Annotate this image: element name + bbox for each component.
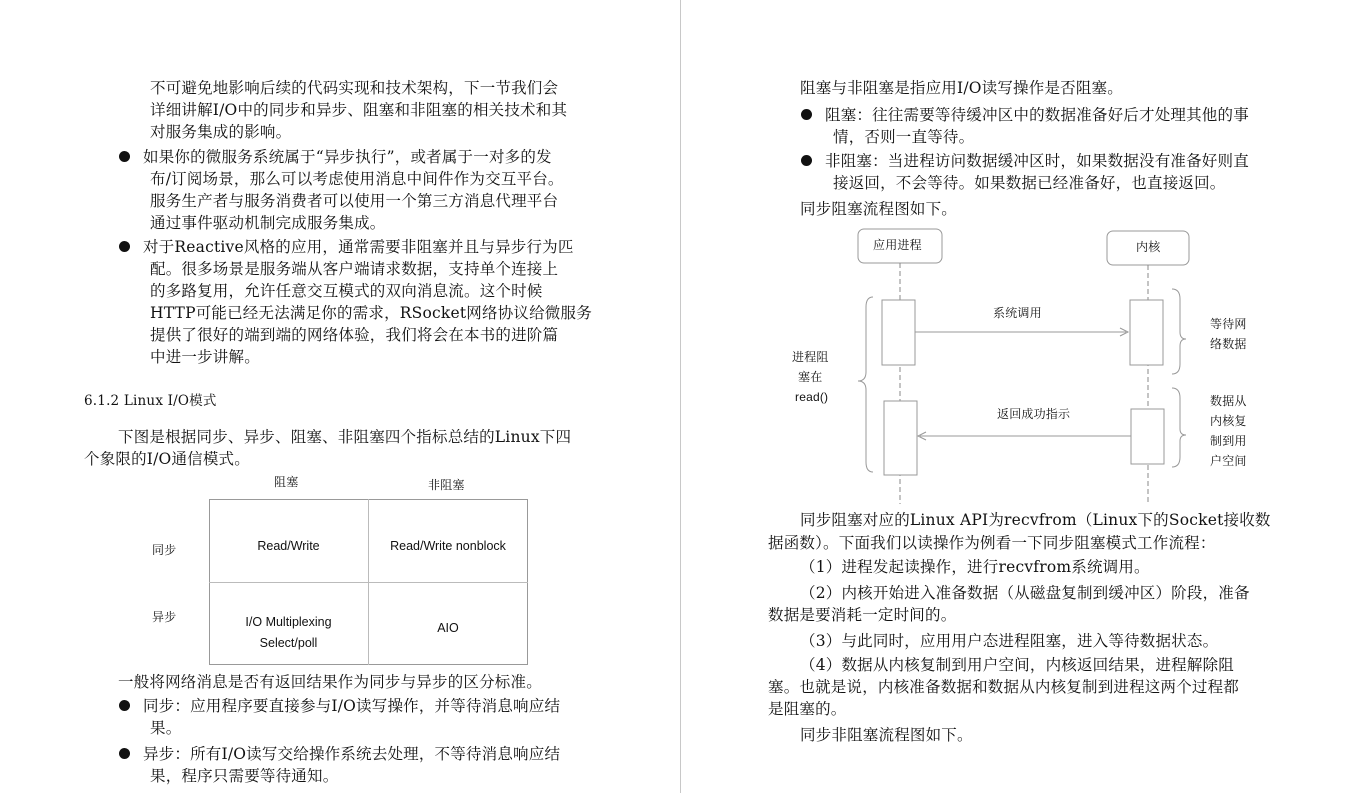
bullet-line: 接返回，不会等待。如果数据已经准备好，也直接返回。 — [833, 174, 1226, 192]
kernel-activation-2 — [1131, 409, 1164, 464]
copy-brace — [1172, 388, 1186, 467]
copy-label-line4: 户空间 — [1210, 454, 1247, 468]
bullet-dot — [119, 700, 130, 711]
step-line: 数据是要消耗一定时间的。 — [768, 606, 957, 624]
wait-label-line2: 络数据 — [1210, 337, 1247, 351]
bullet-line: 情，否则一直等待。 — [833, 128, 975, 146]
copy-label-line3: 制到用 — [1210, 434, 1247, 448]
paragraph-line: 据函数）。下面我们以读操作为例看一下同步阻塞模式工作流程： — [768, 534, 1216, 552]
bullet-line: 通过事件驱动机制完成服务集成。 — [150, 214, 386, 232]
bullet-line: HTTP可能已经无法满足你的需求，RSocket网络协议给微服务 — [150, 304, 592, 322]
paragraph-line: 阻塞与非阻塞是指应用I/O读写操作是否阻塞。 — [800, 79, 1123, 97]
step-line: （3）与此同时，应用用户态进程阻塞，进入等待数据状态。 — [800, 632, 1219, 650]
cell-sync-nonblock: Read/Write nonblock — [390, 539, 506, 553]
bullet-line: 阻塞：往往需要等待缓冲区中的数据准备好后才处理其他的事 — [825, 106, 1249, 124]
row-header-async: 异步 — [152, 610, 177, 624]
bullet-line: 果，程序只需要等待通知。 — [150, 767, 339, 785]
step-line: 是阻塞的。 — [768, 700, 847, 718]
bullet-line: 提供了很好的端到端的网络体验，我们将会在本书的进阶篇 — [150, 326, 559, 344]
blocked-brace — [858, 297, 873, 472]
cell-async-nonblock: AIO — [437, 621, 459, 635]
bullet-line: 如果你的微服务系统属于“异步执行”，或者属于一对多的发 — [143, 148, 552, 166]
blocking-io-diagram — [780, 222, 1280, 507]
blocked-label-line2: 塞在 — [798, 370, 823, 384]
bullet-line: 布/订阅场景，那么可以考虑使用消息中间件作为交互平台。 — [150, 170, 564, 188]
bullet-line: 异步：所有I/O读写交给操作系统去处理，不等待消息响应结 — [143, 745, 561, 763]
step-line: （1）进程发起读操作，进行recvfrom系统调用。 — [800, 558, 1150, 576]
cell-async-block-line2: Select/poll — [259, 636, 318, 650]
paragraph-line: 下图是根据同步、异步、阻塞、非阻塞四个指标总结的Linux下四 — [118, 428, 572, 446]
bullet-line: 对于Reactive风格的应用，通常需要非阻塞并且与异步行为匹 — [143, 238, 574, 256]
table-divider-horizontal — [209, 582, 528, 583]
app-activation-2 — [884, 401, 917, 475]
step-line: （2）内核开始进入准备数据（从磁盘复制到缓冲区）阶段，准备 — [800, 584, 1250, 602]
bullet-line: 服务生产者与服务消费者可以使用一个第三方消息代理平台 — [150, 192, 559, 210]
cell-sync-block: Read/Write — [257, 539, 320, 553]
row-header-sync: 同步 — [152, 543, 177, 557]
page-divider — [680, 0, 681, 793]
paragraph-line: 个象限的I/O通信模式。 — [84, 450, 250, 468]
column-header-block: 阻塞 — [274, 475, 299, 489]
bullet-dot — [119, 241, 130, 252]
blocked-label-line1: 进程阻 — [792, 350, 829, 364]
bullet-line: 配。很多场景是服务端从客户端请求数据，支持单个连接上 — [150, 260, 559, 278]
paragraph-line: 同步阻塞流程图如下。 — [800, 200, 958, 218]
column-header-nonblock: 非阻塞 — [428, 478, 465, 492]
step-line: 塞。也就是说，内核准备数据和数据从内核复制到进程这两个过程都 — [768, 678, 1240, 696]
paragraph-line: 一般将网络消息是否有返回结果作为同步与异步的区分标准。 — [118, 673, 542, 691]
bullet-dot — [801, 155, 812, 166]
wait-label-line1: 等待网 — [1210, 317, 1247, 331]
copy-label-line2: 内核复 — [1210, 414, 1247, 428]
blocked-label-line3: read() — [795, 390, 829, 404]
syscall-label: 系统调用 — [993, 306, 1042, 320]
app-activation-1 — [882, 300, 915, 365]
return-success-label: 返回成功指示 — [997, 407, 1071, 421]
paragraph-line: 同步非阻塞流程图如下。 — [800, 726, 973, 744]
section-heading: 6.1.2 Linux I/O模式 — [84, 393, 217, 409]
app-process-label: 应用进程 — [873, 238, 922, 252]
bullet-line: 同步：应用程序要直接参与I/O读写操作，并等待消息响应结 — [143, 697, 561, 715]
cell-async-block-line1: I/O Multiplexing — [245, 615, 332, 629]
paragraph-line: 不可避免地影响后续的代码实现和技术架构，下一节我们会 — [150, 79, 559, 97]
bullet-line: 中进一步讲解。 — [150, 348, 260, 366]
paragraph-line: 对服务集成的影响。 — [150, 123, 292, 141]
kernel-label: 内核 — [1136, 240, 1161, 254]
bullet-line: 的多路复用，允许任意交互模式的双向消息流。这个时候 — [150, 282, 543, 300]
bullet-dot — [119, 151, 130, 162]
bullet-line: 非阻塞：当进程访问数据缓冲区时，如果数据没有准备好则直 — [825, 152, 1249, 170]
wait-brace — [1172, 289, 1186, 374]
copy-label-line1: 数据从 — [1210, 394, 1247, 408]
paragraph-line: 详细讲解I/O中的同步和异步、阻塞和非阻塞的相关技术和其 — [150, 101, 568, 119]
bullet-dot — [119, 748, 130, 759]
bullet-dot — [801, 109, 812, 120]
paragraph-line: 同步阻塞对应的Linux API为recvfrom（Linux下的Socket接收数 — [800, 511, 1271, 529]
kernel-activation-1 — [1130, 300, 1163, 365]
bullet-line: 果。 — [150, 719, 182, 737]
step-line: （4）数据从内核复制到用户空间，内核返回结果，进程解除阻 — [800, 656, 1234, 674]
